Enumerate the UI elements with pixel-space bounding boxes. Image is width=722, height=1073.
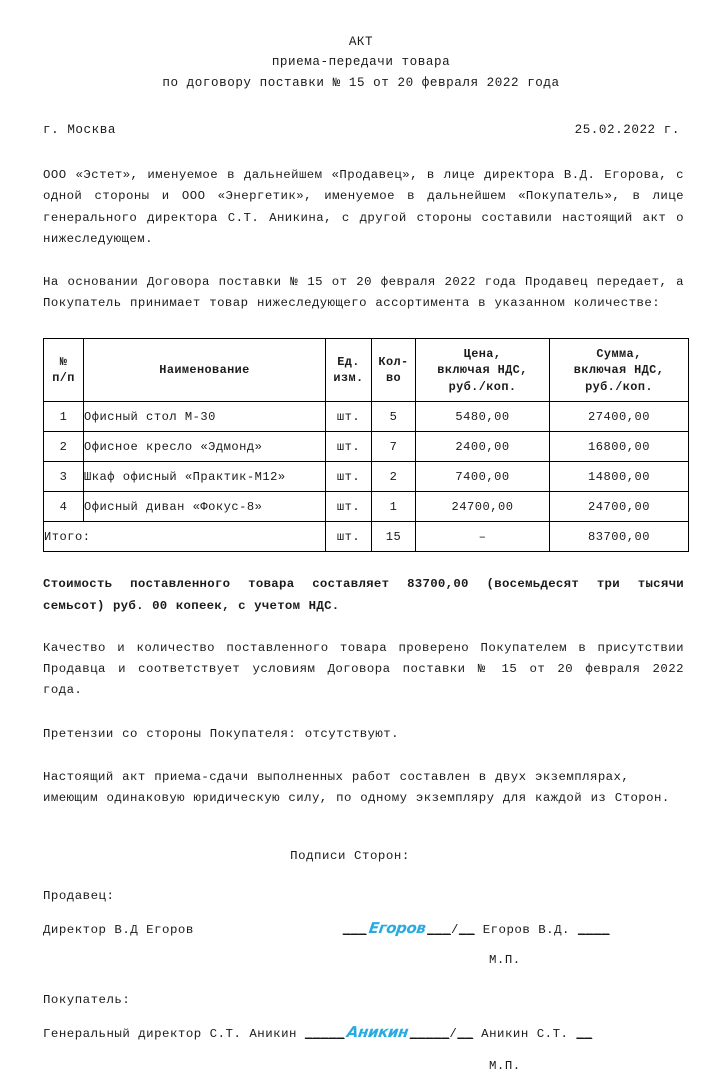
buyer-party-label: Покупатель: <box>43 993 131 1008</box>
date-label: 25.02.2022 г. <box>574 123 680 138</box>
city-label: г. Москва <box>43 123 116 138</box>
cell-number: 1 <box>44 402 84 432</box>
paragraph-copies: Настоящий акт приема-сдачи выполненных работ составлен в двух экземплярах, имеющим одинаковую юридическую силу, по одному экземпляру для каждой из Сторон. <box>43 769 670 806</box>
header-number-line2: п/п <box>52 371 75 386</box>
cell-unit: шт. <box>326 432 372 462</box>
seller-dash-after: __ <box>458 923 475 938</box>
header-sum <box>550 339 689 402</box>
header-quantity-line1: Кол- <box>378 355 409 370</box>
cell-total-unit: шт. <box>326 522 372 552</box>
cell-quantity: 2 <box>372 462 416 492</box>
title-line-subject: приема-передачи товара <box>271 55 451 70</box>
buyer-signature-block <box>33 993 689 1073</box>
seller-dash-end: ____ <box>577 923 610 938</box>
city-date-row <box>33 123 689 137</box>
header-sum-line2: включая НДС, <box>573 363 665 378</box>
buyer-signature-line[interactable] <box>305 1023 592 1041</box>
header-sum-line3: руб./коп. <box>585 379 653 394</box>
seller-slash: / <box>450 923 459 938</box>
cell-price: 7400,00 <box>416 462 550 492</box>
cell-sum: 27400,00 <box>550 402 689 432</box>
cell-name: Офисный стол М-30 <box>84 402 326 432</box>
cell-sum: 14800,00 <box>550 462 689 492</box>
cell-total-quantity: 15 <box>372 522 416 552</box>
header-unit <box>326 339 372 402</box>
cell-total-label: Итого: <box>44 522 326 552</box>
seller-signature-row <box>33 919 689 937</box>
cell-unit: шт. <box>326 402 372 432</box>
table-row <box>44 462 689 492</box>
cell-unit: шт. <box>326 492 372 522</box>
header-unit-line2: изм. <box>333 371 364 386</box>
buyer-handwritten-signature: Аникин <box>345 1023 409 1042</box>
table-total-row <box>44 522 689 552</box>
goods-table-body <box>44 402 689 552</box>
buyer-dash-before: _____ <box>304 1027 345 1042</box>
table-row <box>44 432 689 462</box>
goods-table <box>43 338 689 552</box>
table-row <box>44 492 689 522</box>
buyer-signature-row <box>33 1023 689 1041</box>
paragraph-parties: ООО «Эстет», именуемое в дальнейшем «Продавец», в лице директора В.Д. Егорова, с одной стороны и ООО «Энергетик», именуемое в дальнейшем «Покупатель», в лице генерального директора С.Т. Аникина, с другой стороны составили настоящий акт о нижеследующем. <box>43 168 684 246</box>
cell-quantity: 1 <box>372 492 416 522</box>
paragraph-claims: Претензии со стороны Покупателя: отсутствуют. <box>43 726 399 741</box>
seller-party-label: Продавец: <box>43 889 115 904</box>
paragraph-quality: Качество и количество поставленного товара проверено Покупателем в присутствии Продавца и соответствует условиям Договора поставки № 15 от 20 февраля 2022 года. <box>43 640 684 698</box>
seller-stamp-placeholder: М.П. <box>489 953 521 968</box>
cell-total-sum: 83700,00 <box>550 522 689 552</box>
cell-price: 2400,00 <box>416 432 550 462</box>
seller-handwritten-signature: Егоров <box>367 919 427 938</box>
header-quantity <box>372 339 416 402</box>
table-header-row <box>44 339 689 402</box>
header-price-line3: руб./коп. <box>448 379 517 394</box>
cell-price: 5480,00 <box>416 402 550 432</box>
header-name <box>84 339 326 402</box>
cell-quantity: 5 <box>372 402 416 432</box>
seller-role: Директор В.Д Егоров <box>43 923 194 938</box>
header-sum-line1: Сумма, <box>596 346 642 361</box>
paragraph-total-cost: Стоимость поставленного товара составляет 83700,00 (восемьдесят три тысячи семьсот) руб. 00 копеек, с учетом НДС. <box>43 577 684 613</box>
document-title-block <box>33 32 689 93</box>
seller-dash-mid: ___ <box>427 923 451 938</box>
buyer-dash-mid: _____ <box>409 1027 450 1042</box>
header-unit-line1: Ед. <box>337 355 360 370</box>
goods-table-head <box>44 339 689 402</box>
cell-sum: 24700,00 <box>550 492 689 522</box>
buyer-dash-after: __ <box>457 1027 474 1042</box>
buyer-printed-name: Аникин С.Т. <box>481 1027 569 1042</box>
cell-price: 24700,00 <box>416 492 550 522</box>
paragraph-basis: На основании Договора поставки № 15 от 20 февраля 2022 года Продавец передает, а Покупатель принимает товар нижеследующего ассортимента в указанном количестве: <box>43 275 684 311</box>
cell-number: 2 <box>44 432 84 462</box>
seller-printed-name: Егоров В.Д. <box>482 923 570 938</box>
table-row <box>44 402 689 432</box>
title-line-akt: АКТ <box>348 35 374 49</box>
signatures-heading: Подписи Сторон: <box>290 849 410 864</box>
cell-unit: шт. <box>326 462 372 492</box>
cell-name: Офисный диван «Фокус-8» <box>84 492 326 522</box>
cell-number: 3 <box>44 462 84 492</box>
header-price <box>416 339 550 402</box>
header-quantity-line2: во <box>385 371 402 386</box>
header-price-line1: Цена, <box>463 346 502 361</box>
cell-name: Шкаф офисный «Практик-М12» <box>84 462 326 492</box>
title-line-contract: по договору поставки № 15 от 20 февраля 2022 года <box>162 75 560 90</box>
cell-sum: 16800,00 <box>550 432 689 462</box>
buyer-dash-end: __ <box>576 1027 593 1042</box>
seller-signature-block <box>33 889 689 967</box>
header-number-line1: № <box>59 355 68 370</box>
header-name-label: Наименование <box>159 363 250 378</box>
buyer-stamp-placeholder: М.П. <box>489 1059 521 1073</box>
cell-quantity: 7 <box>372 432 416 462</box>
seller-dash-before: ___ <box>342 923 367 938</box>
seller-signature-line[interactable] <box>343 919 610 937</box>
cell-number: 4 <box>44 492 84 522</box>
header-price-line2: включая НДС, <box>437 363 528 378</box>
buyer-slash: / <box>449 1027 458 1042</box>
header-number <box>44 339 84 402</box>
buyer-role: Генеральный директор С.Т. Аникин <box>43 1027 297 1042</box>
cell-total-price: – <box>416 522 550 552</box>
cell-name: Офисное кресло «Эдмонд» <box>84 432 326 462</box>
